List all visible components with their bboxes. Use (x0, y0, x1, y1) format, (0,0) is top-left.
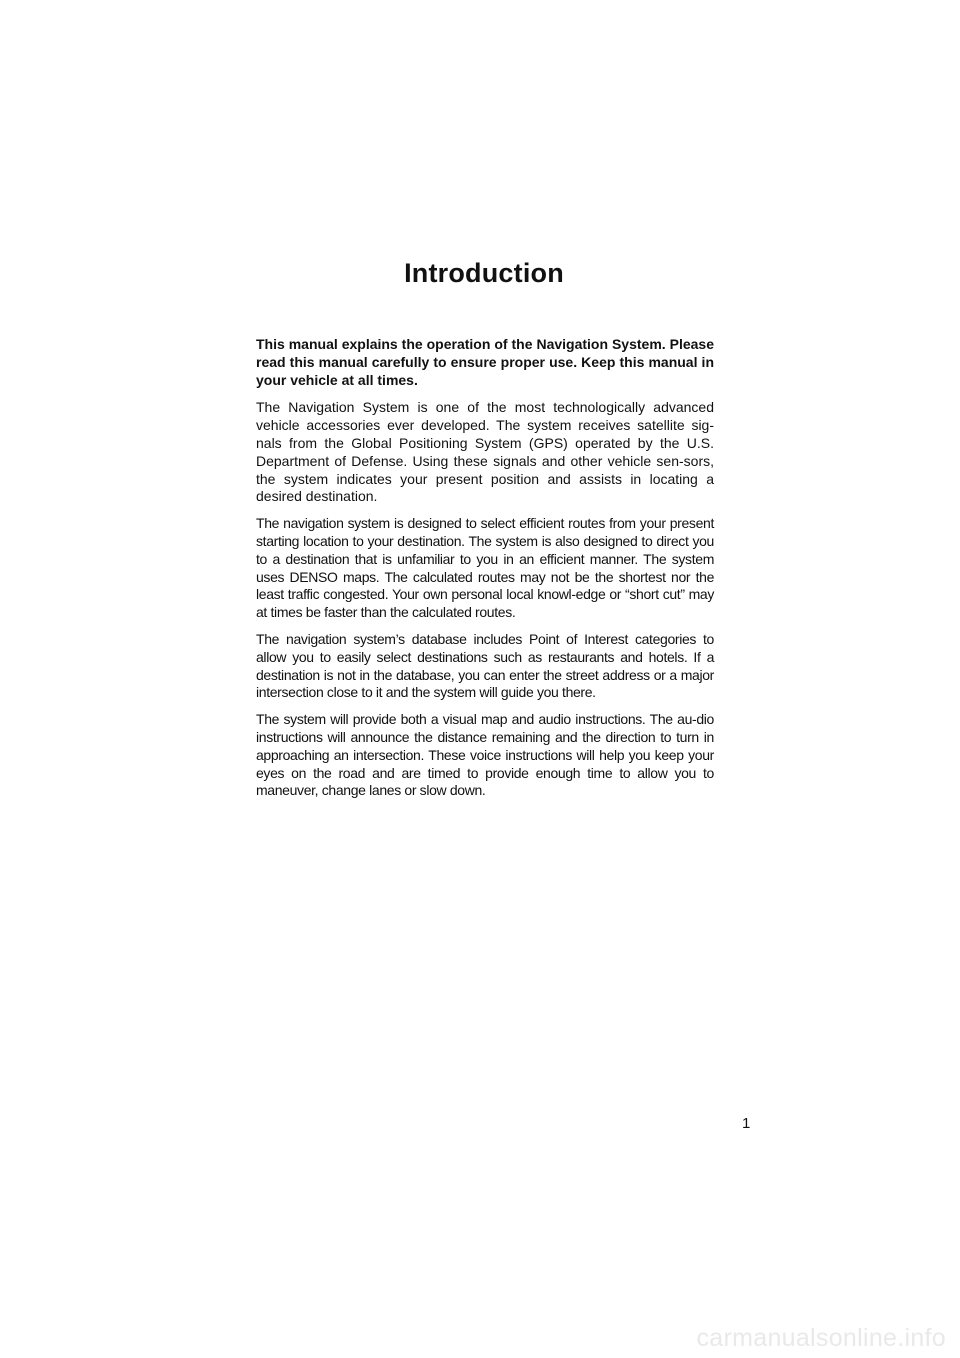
watermark: carmanualsonline.info (696, 1324, 946, 1352)
body-text (256, 336, 714, 809)
page-number: 1 (742, 1115, 751, 1132)
paragraph-audio-instructions: The system will provide both a visual map and audio instructions. The au-dio instructions will announce the distance remaining and the direction to turn in approaching an intersection. These voice instructions will help you keep your eyes on the road and are timed to provide enough time to allow you to maneuver, change lanes or slow down. (256, 711, 714, 799)
page-title: Introduction (404, 258, 564, 288)
paragraph-gps-overview: The Navigation System is one of the most technologically advanced vehicle accessories ever developed. The system receives satellite sig-nals from the Global Positioning System (GPS) operated by the U.S. Department of Defense. Using these signals and other vehicle sen-sors, the system indicates your present position and assists in locating a desired destination. (256, 399, 714, 505)
paragraph-route-selection: The navigation system is designed to select efficient routes from your present starting location to your destination. The system is also designed to direct you to a destination that is unfamiliar to you in an efficient manner. The system uses DENSO maps. The calculated routes may not be the shortest nor the least traffic congested. Your own personal local knowl-edge or “short cut” may at times be faster than the calculated routes. (256, 515, 714, 621)
paragraph-points-of-interest: The navigation system’s database includes Point of Interest categories to allow you to easily select destinations such as restaurants and hotels. If a destination is not in the database, you can enter the street address or a major intersection close to it and the system will guide you there. (256, 630, 714, 701)
lead-paragraph: This manual explains the operation of the Navigation System. Please read this manual carefully to ensure proper use. Keep this manual in your vehicle at all times. (256, 336, 714, 388)
